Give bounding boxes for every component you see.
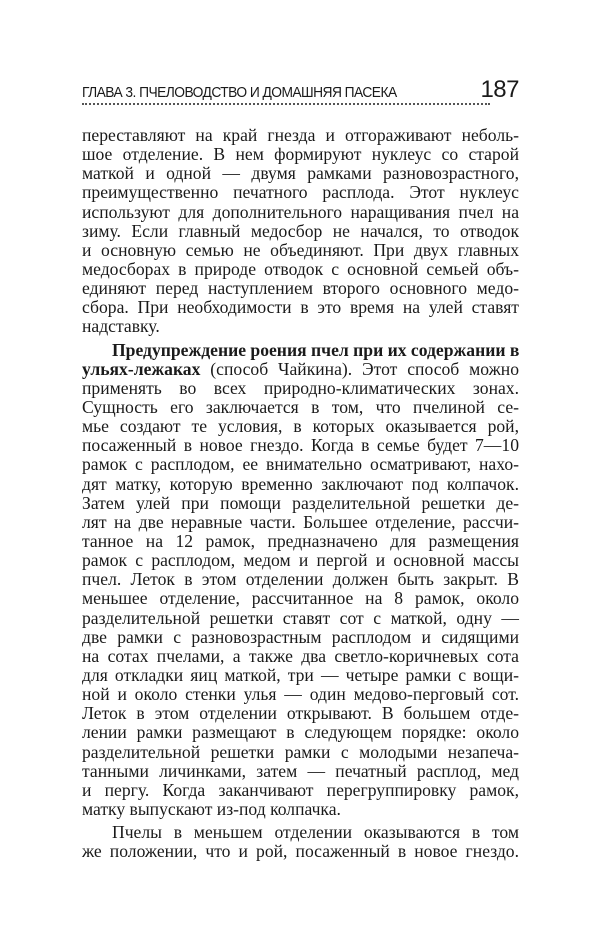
text-line: и пергу. Когда заканчивают перегруппировку рамок, [82,779,519,800]
text-line: Пчелы в меньшем отделении оказываются в том [112,822,519,843]
text-line: используют для дополнительного наращивания пчел на [82,201,519,222]
header-dotted-rule [82,103,490,105]
text-line: преимущественно печатного расплода. Этот нуклеус [82,182,519,203]
text-line: Сущность его заключается в том, что пчелиной се- [82,396,519,417]
text-line: разделительной решетки рамки с молодыми незапеча- [82,741,519,762]
text-line: Затем улей при помощи разделительной решетки де- [82,492,519,513]
text-line: ульях-лежаках (способ Чайкина). Этот способ можно [82,358,519,379]
text-line: медосборах в природе отводок с основной семьей объ- [82,258,519,279]
paragraph [82,823,519,861]
text-line: на сотах пчелами, а также два светло-коричневых сота [82,645,519,666]
text-line: сбора. При необходимости в это время на улей ставят [82,297,519,318]
bold-heading-text: Предупреждение роения пчел при их содержании в [112,339,520,360]
text-line: посаженный в новое гнездо. Когда в семье будет 7—10 [82,435,519,456]
text-line: матку выпускают из-под колпачка. [82,798,341,819]
text-line: маткой и одной — двумя рамками разновозрастного, [82,163,519,184]
page-number: 187 [480,76,519,103]
text-line: применять во всех природно-климатических зонах. [82,377,519,398]
text-line: мье создают те условия, в которых оказывается рой, [82,416,519,437]
text-line: единяют перед наступлением второго основного медо- [82,278,519,299]
paragraph [82,341,519,820]
text-line: дят матку, которую временно заключают под колпачок. [82,473,519,494]
text-line: рамок с расплодом, медом и пергой и основной массы [82,550,519,571]
text-line: Леток в этом отделении открывают. В большем отде- [82,703,519,724]
text-line: шое отделение. В нем формируют нуклеус со старой [82,144,519,165]
text-line: танными личинками, затем — печатный расплод, мед [82,760,519,781]
text-line: лят на две неравные части. Большее отделение, рассчи- [82,511,519,532]
text-line: переставляют на край гнезда и отгораживают неболь- [82,125,519,145]
text-line: ной и около стенки улья — один медово-перговый сот. [82,684,519,705]
chapter-title: ГЛАВА 3. ПЧЕЛОВОДСТВО И ДОМАШНЯЯ ПАСЕКА [82,84,397,101]
paragraph [82,126,519,337]
bold-heading-text: ульях-лежаках [82,358,201,379]
text-line: пчел. Леток в этом отделении должен быть закрыт. В [82,569,519,590]
page-body-text [82,126,519,861]
text-line: зиму. Если главный медосбор не начался, то отводок [82,220,519,241]
text-line: надставку. [82,316,160,337]
running-header [82,76,519,106]
text-line: же положении, что и рой, посаженный в новое гнездо. [82,841,519,862]
text-line: меньшее отделение, рассчитанное на 8 рамок, около [82,588,519,609]
text-line: лении рамки размещают в следующем порядке: около [82,722,519,743]
text-line: две рамки с разновозрастным расплодом и сидящими [82,626,519,647]
text-line: для откладки яиц маткой, три — четыре рамки с вощи- [82,664,519,685]
text-line: танное на 12 рамок, предназначено для размещения [82,530,519,551]
text-line: разделительной решетки ставят сот с маткой, одну — [82,607,519,628]
text-line [82,341,519,360]
text-line: и основную семью не объединяют. При двух главных [82,239,519,260]
text-line: рамок с расплодом, ее внимательно осматривают, нахо- [82,454,519,475]
